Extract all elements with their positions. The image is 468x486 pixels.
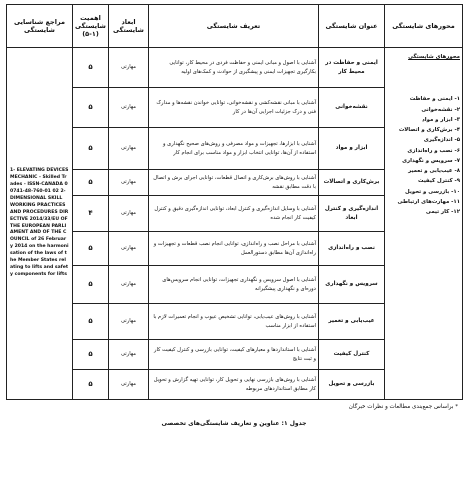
competency-dimension: مهارتی: [109, 266, 149, 304]
competency-title: اندازه‌گیری و کنترل ابعاد: [319, 196, 385, 232]
competency-importance: ۵: [73, 266, 109, 304]
table-notes: * براساس جمع‌بندی مطالعات و نظرات خبرگان: [348, 404, 458, 410]
list-item: ۱۲- کار تیمی: [425, 209, 460, 216]
competency-dimension: مهارتی: [109, 340, 149, 370]
competency-definition: آشنایی با روش‌های عیب‌یابی، توانایی تشخیص عیوب و انجام تعمیرات لازم با استفاده از ابزار مناسب: [149, 304, 319, 340]
header-dimension: ابعاد شایستگی: [109, 5, 149, 48]
competency-importance: ۴: [73, 196, 109, 232]
list-item: ۴- برش‌کاری و اتصالات: [398, 127, 460, 134]
reference-text: 1- ELEVATING DEVICES MECHANIC - Skilled Trades - ISSN-CANADA 00741-48-760-01 02 2- DIMENSIONAL SKILL WORKING PRACTICES AND PROCEDURES DIRECTIVE 2014/33/EU OF THE EUROPEAN PARLIAMENT AND OF THE COUNCIL of 26 February 2014 on the harmonisation of the laws of the Member States relating to lifts and safety components for lifts: [7, 48, 73, 400]
competency-definition: آشنایی با ابزارها، تجهیزات و مواد مصرفی و روش‌های صحیح نگهداری و استفاده از آن‌ها، توانایی انتخاب ابزار و مواد مناسب برای انجام کار: [149, 128, 319, 170]
competency-definition: آشنایی با اصول سرویس و نگهداری تجهیزات، توانایی انجام سرویس‌های دوره‌ای و نگهداری پیشگیرانه: [149, 266, 319, 304]
list-item: ۳- ابزار و مواد: [421, 116, 460, 123]
competency-dimension: مهارتی: [109, 170, 149, 196]
competency-title: برش‌کاری و اتصالات: [319, 170, 385, 196]
list-item: ۵- اندازه‌گیری: [423, 137, 460, 144]
competency-importance: ۵: [73, 370, 109, 400]
header-title: عنوان شایستگی: [319, 5, 385, 48]
list-header: محورهای شایستگی: [408, 54, 460, 60]
competency-title: عیب‌یابی و تعمیر: [319, 304, 385, 340]
list-item: ۹- کنترل کیفیت: [418, 178, 460, 185]
competency-definition: آشنایی با روش‌های برش‌کاری و اتصال قطعات، توانایی اجرای برش و اتصال با دقت مطابق نقشه: [149, 170, 319, 196]
list-item: ۷- سرویس و نگهداری: [402, 157, 460, 164]
competency-axes-list: [385, 48, 463, 400]
table-row: [7, 48, 463, 88]
competency-importance: ۵: [73, 88, 109, 128]
competency-dimension: مهارتی: [109, 304, 149, 340]
list-item: ۸- عیب‌یابی و تعمیر: [408, 168, 460, 175]
competency-dimension: مهارتی: [109, 128, 149, 170]
table-header-row: [7, 5, 463, 48]
list-item: ۶- نصب و راه‌اندازی: [407, 147, 460, 154]
competency-table: [6, 4, 463, 400]
competency-title: کنترل کیفیت: [319, 340, 385, 370]
competency-title: سرویس و نگهداری: [319, 266, 385, 304]
competency-title: بازرسی و تحویل: [319, 370, 385, 400]
competency-dimension: مهارتی: [109, 48, 149, 88]
competency-importance: ۵: [73, 340, 109, 370]
competency-importance: ۵: [73, 304, 109, 340]
header-definition: تعریف شایستگی: [149, 5, 319, 48]
competency-dimension: مهارتی: [109, 88, 149, 128]
competency-definition: آشنایی با اصول و مبانی ایمنی و حفاظت فردی در محیط کار، توانایی بکارگیری تجهیزات ایمنی و پیشگیری از حوادث و کمک‌های اولیه: [149, 48, 319, 88]
header-list: محورهای شایستگی: [385, 5, 463, 48]
competency-title: ابزار و مواد: [319, 128, 385, 170]
list-item: ۱- ایمنی و حفاظت: [409, 96, 460, 103]
competency-title: نصب و راه‌اندازی: [319, 232, 385, 266]
header-reference: مراجع شناسایی شایستگی: [7, 5, 73, 48]
competency-importance: ۵: [73, 128, 109, 170]
competency-definition: آشنایی با استانداردها و معیارهای کیفیت، توانایی بازرسی و کنترل کیفیت کار و ثبت نتایج: [149, 340, 319, 370]
competency-importance: ۵: [73, 48, 109, 88]
competency-title: نقشه‌خوانی: [319, 88, 385, 128]
competency-importance: ۵: [73, 170, 109, 196]
table-caption: جدول ۱: عناوین و تعاریف شایستگی‌های تخصصی: [161, 420, 307, 427]
header-importance: اهمیت شایستگی (۱-۵): [73, 5, 109, 48]
list-item: ۱۱- مهارت‌های ارتباطی: [397, 198, 460, 205]
competency-definition: آشنایی با مراحل نصب و راه‌اندازی، توانایی انجام نصب قطعات و تجهیزات و راه‌اندازی آن‌ها مطابق دستورالعمل: [149, 232, 319, 266]
competency-dimension: مهارتی: [109, 196, 149, 232]
competency-dimension: مهارتی: [109, 370, 149, 400]
competency-importance: ۵: [73, 232, 109, 266]
competency-definition: آشنایی با وسایل اندازه‌گیری و کنترل ابعاد، توانایی اندازه‌گیری دقیق و کنترل کیفیت کار انجام شده: [149, 196, 319, 232]
competency-dimension: مهارتی: [109, 232, 149, 266]
list-item: ۲- نقشه‌خوانی: [421, 106, 460, 113]
competency-title: ایمنی و حفاظت در محیط کار: [319, 48, 385, 88]
competency-definition: آشنایی با روش‌های بازرسی نهایی و تحویل کار، توانایی تهیه گزارش و تحویل کار مطابق استانداردهای مربوطه: [149, 370, 319, 400]
document-page: [6, 4, 462, 427]
list-item: ۱۰- بازرسی و تحویل: [405, 188, 460, 195]
competency-definition: آشنایی با مبانی نقشه‌کشی و نقشه‌خوانی، توانایی خواندن نقشه‌ها و مدارک فنی و درک جزئیات اجرایی آن‌ها در کار: [149, 88, 319, 128]
